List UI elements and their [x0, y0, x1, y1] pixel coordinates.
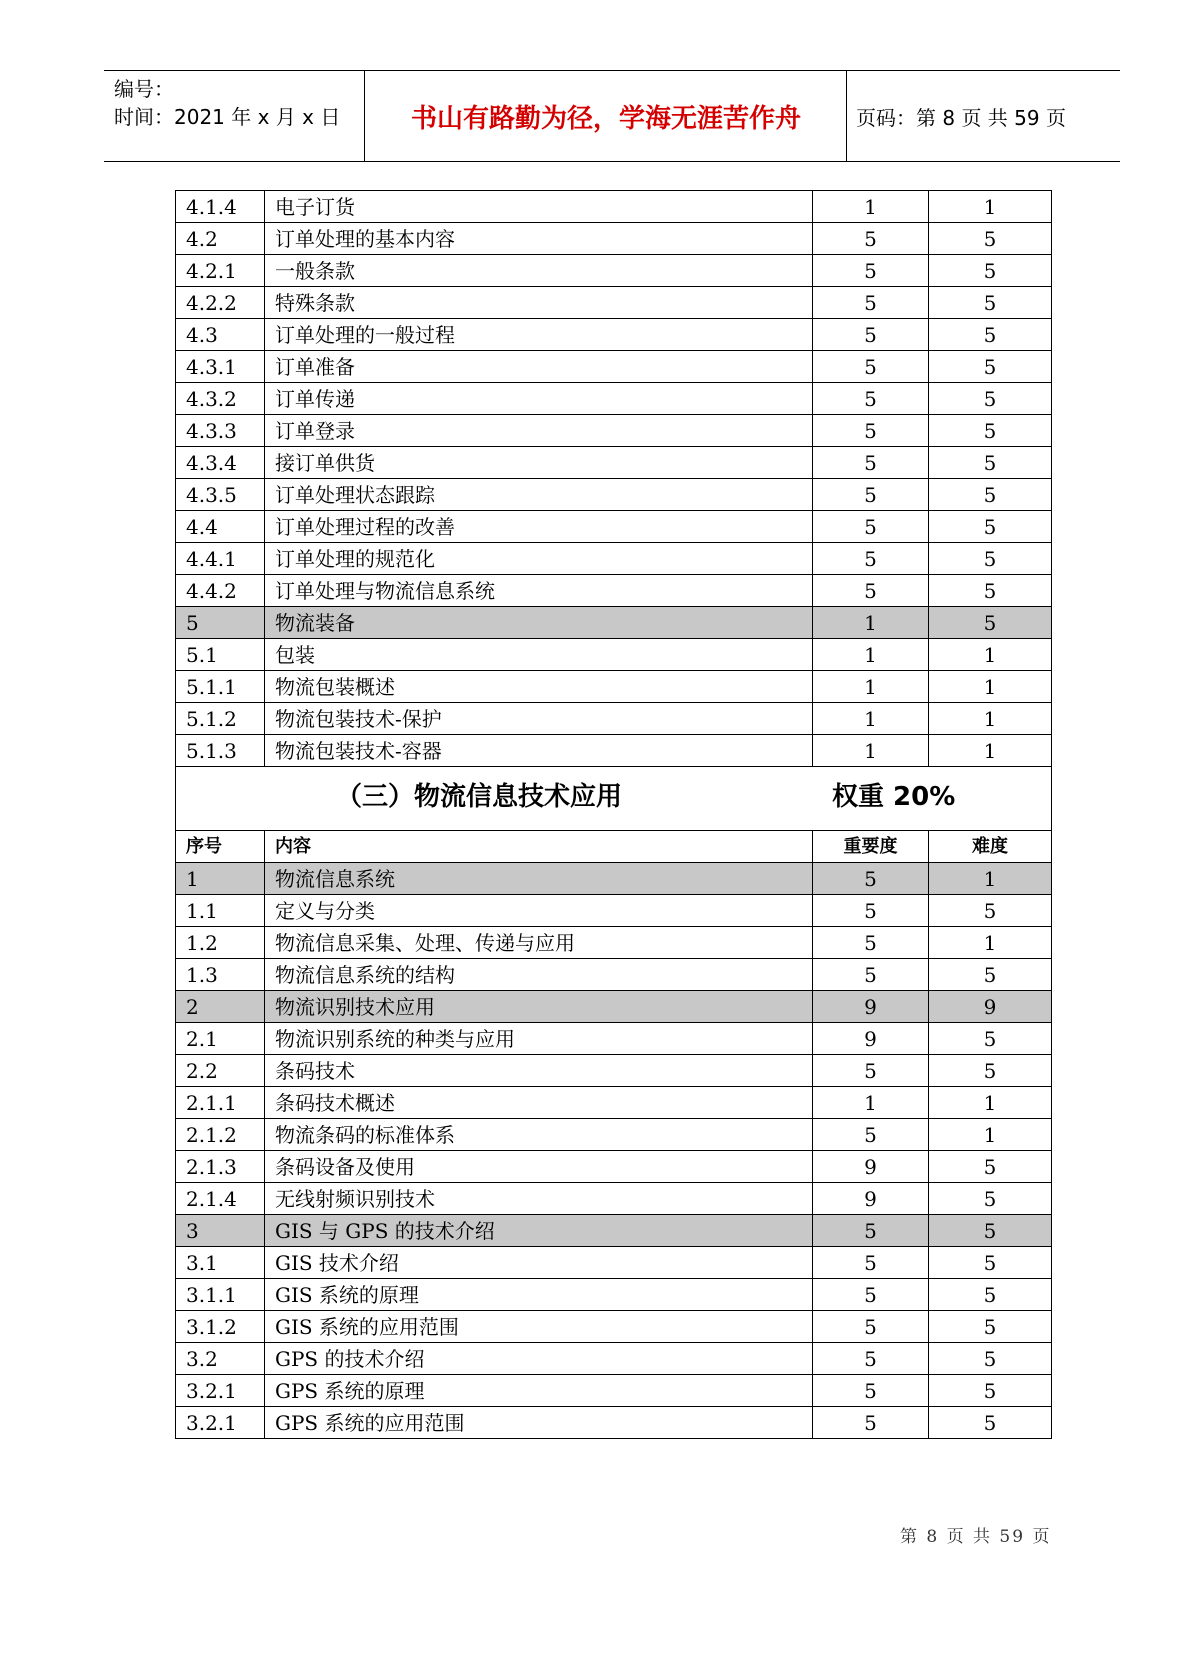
row-content: 订单登录	[265, 415, 813, 447]
row-code: 2.1.1	[176, 1087, 265, 1119]
row-difficulty: 5	[929, 1183, 1052, 1215]
section-heading-cell	[176, 767, 1052, 831]
syllabus-table	[175, 190, 1052, 1439]
syllabus-table-container	[175, 190, 1051, 1439]
row-content: 无线射频识别技术	[265, 1183, 813, 1215]
row-importance: 5	[813, 1215, 929, 1247]
row-code: 4.3.4	[176, 447, 265, 479]
table-row	[176, 895, 1052, 927]
row-importance: 5	[813, 959, 929, 991]
table-body-top	[176, 191, 1052, 767]
row-difficulty: 1	[929, 639, 1052, 671]
table-row	[176, 511, 1052, 543]
row-code: 4.1.4	[176, 191, 265, 223]
row-difficulty: 1	[929, 1119, 1052, 1151]
table-row	[176, 1151, 1052, 1183]
section-title: （三）物流信息技术应用	[336, 781, 623, 812]
row-code: 1	[176, 863, 265, 895]
table-row	[176, 1247, 1052, 1279]
table-row	[176, 543, 1052, 575]
row-difficulty: 9	[929, 991, 1052, 1023]
row-difficulty: 5	[929, 1151, 1052, 1183]
table-row	[176, 287, 1052, 319]
row-code: 4.3.3	[176, 415, 265, 447]
row-content: GIS 系统的原理	[265, 1279, 813, 1311]
row-importance: 5	[813, 319, 929, 351]
row-importance: 5	[813, 255, 929, 287]
column-header-code: 序号	[176, 831, 265, 863]
row-difficulty: 5	[929, 255, 1052, 287]
row-code: 5.1.2	[176, 703, 265, 735]
row-importance: 5	[813, 1119, 929, 1151]
row-code: 3	[176, 1215, 265, 1247]
row-importance: 1	[813, 735, 929, 767]
row-difficulty: 1	[929, 671, 1052, 703]
row-importance: 9	[813, 991, 929, 1023]
row-content: GIS 系统的应用范围	[265, 1311, 813, 1343]
table-row	[176, 1279, 1052, 1311]
row-importance: 5	[813, 575, 929, 607]
row-content: 一般条款	[265, 255, 813, 287]
row-importance: 5	[813, 287, 929, 319]
table-row	[176, 863, 1052, 895]
row-difficulty: 5	[929, 1279, 1052, 1311]
row-importance: 5	[813, 1407, 929, 1439]
row-importance: 9	[813, 1183, 929, 1215]
row-code: 5.1.3	[176, 735, 265, 767]
row-difficulty: 5	[929, 415, 1052, 447]
row-difficulty: 5	[929, 1375, 1052, 1407]
column-header-difficulty: 难度	[929, 831, 1052, 863]
row-code: 3.1.1	[176, 1279, 265, 1311]
row-importance: 5	[813, 543, 929, 575]
row-code: 1.2	[176, 927, 265, 959]
table-row	[176, 415, 1052, 447]
row-code: 3.1	[176, 1247, 265, 1279]
row-content: 条码技术概述	[265, 1087, 813, 1119]
table-row	[176, 607, 1052, 639]
row-difficulty: 5	[929, 895, 1052, 927]
section-heading-row	[176, 767, 1052, 831]
row-importance: 5	[813, 1247, 929, 1279]
row-difficulty: 5	[929, 223, 1052, 255]
table-row	[176, 1023, 1052, 1055]
row-content: 物流条码的标准体系	[265, 1119, 813, 1151]
row-code: 2.1.4	[176, 1183, 265, 1215]
column-header-importance: 重要度	[813, 831, 929, 863]
column-header-row	[176, 831, 1052, 863]
row-code: 4.4.1	[176, 543, 265, 575]
row-importance: 1	[813, 1087, 929, 1119]
row-content: 定义与分类	[265, 895, 813, 927]
row-code: 4.2	[176, 223, 265, 255]
row-content: 物流识别系统的种类与应用	[265, 1023, 813, 1055]
table-row	[176, 479, 1052, 511]
table-row	[176, 671, 1052, 703]
row-difficulty: 5	[929, 607, 1052, 639]
row-code: 5	[176, 607, 265, 639]
table-body-bottom	[176, 863, 1052, 1439]
row-content: 条码设备及使用	[265, 1151, 813, 1183]
header-motto: 书山有路勤为径，学海无涯苦作舟	[410, 103, 801, 134]
table-row	[176, 1055, 1052, 1087]
header-divider	[364, 71, 365, 161]
row-content: GPS 系统的原理	[265, 1375, 813, 1407]
row-difficulty: 5	[929, 1407, 1052, 1439]
row-code: 1.1	[176, 895, 265, 927]
section-weight: 权重 20%	[832, 781, 956, 812]
row-difficulty: 5	[929, 1311, 1052, 1343]
row-code: 3.2	[176, 1343, 265, 1375]
table-row	[176, 1119, 1052, 1151]
row-content: GIS 与 GPS 的技术介绍	[265, 1215, 813, 1247]
column-header-content: 内容	[265, 831, 813, 863]
table-row	[176, 703, 1052, 735]
row-difficulty: 5	[929, 1247, 1052, 1279]
row-code: 5.1.1	[176, 671, 265, 703]
row-code: 4.4	[176, 511, 265, 543]
row-content: 物流包装技术-保护	[265, 703, 813, 735]
row-importance: 5	[813, 927, 929, 959]
table-row	[176, 319, 1052, 351]
row-importance: 5	[813, 223, 929, 255]
row-code: 4.3.2	[176, 383, 265, 415]
row-content: 订单处理的基本内容	[265, 223, 813, 255]
row-content: 物流识别技术应用	[265, 991, 813, 1023]
row-code: 4.3.5	[176, 479, 265, 511]
row-difficulty: 1	[929, 703, 1052, 735]
row-importance: 1	[813, 671, 929, 703]
row-difficulty: 1	[929, 863, 1052, 895]
row-content: GIS 技术介绍	[265, 1247, 813, 1279]
row-difficulty: 5	[929, 1055, 1052, 1087]
row-importance: 5	[813, 895, 929, 927]
row-importance: 5	[813, 447, 929, 479]
row-importance: 5	[813, 351, 929, 383]
row-content: 接订单供货	[265, 447, 813, 479]
row-code: 2.1	[176, 1023, 265, 1055]
row-importance: 1	[813, 191, 929, 223]
table-row	[176, 1311, 1052, 1343]
table-row	[176, 1343, 1052, 1375]
row-content: GPS 系统的应用范围	[265, 1407, 813, 1439]
row-importance: 1	[813, 607, 929, 639]
row-content: 物流装备	[265, 607, 813, 639]
row-content: 订单处理状态跟踪	[265, 479, 813, 511]
page-header	[104, 70, 1120, 162]
row-importance: 9	[813, 1023, 929, 1055]
row-importance: 5	[813, 479, 929, 511]
row-code: 4.3	[176, 319, 265, 351]
row-difficulty: 5	[929, 447, 1052, 479]
table-row	[176, 447, 1052, 479]
table-row	[176, 383, 1052, 415]
row-content: 订单处理的规范化	[265, 543, 813, 575]
row-difficulty: 5	[929, 1215, 1052, 1247]
row-importance: 1	[813, 703, 929, 735]
row-difficulty: 5	[929, 543, 1052, 575]
row-code: 2	[176, 991, 265, 1023]
table-row	[176, 1215, 1052, 1247]
row-difficulty: 1	[929, 927, 1052, 959]
table-row	[176, 255, 1052, 287]
row-importance: 9	[813, 1151, 929, 1183]
row-code: 2.1.2	[176, 1119, 265, 1151]
row-difficulty: 1	[929, 191, 1052, 223]
row-code: 3.2.1	[176, 1375, 265, 1407]
row-content: 电子订货	[265, 191, 813, 223]
table-row	[176, 575, 1052, 607]
table-row	[176, 639, 1052, 671]
section-heading-body	[176, 767, 1052, 863]
row-importance: 5	[813, 1311, 929, 1343]
document-time-label: 时间：2021 年 x 月 x 日	[114, 105, 341, 129]
row-importance: 5	[813, 1279, 929, 1311]
document-number-label: 编号：	[114, 77, 174, 101]
row-difficulty: 5	[929, 575, 1052, 607]
row-content: 物流信息采集、处理、传递与应用	[265, 927, 813, 959]
row-content: GPS 的技术介绍	[265, 1343, 813, 1375]
row-difficulty: 5	[929, 959, 1052, 991]
row-content: 物流信息系统	[265, 863, 813, 895]
row-content: 订单处理过程的改善	[265, 511, 813, 543]
header-divider	[846, 71, 847, 161]
table-row	[176, 1183, 1052, 1215]
table-row	[176, 1087, 1052, 1119]
row-importance: 5	[813, 511, 929, 543]
row-content: 包装	[265, 639, 813, 671]
row-importance: 5	[813, 1375, 929, 1407]
row-code: 2.2	[176, 1055, 265, 1087]
row-difficulty: 5	[929, 1343, 1052, 1375]
row-code: 4.3.1	[176, 351, 265, 383]
row-difficulty: 5	[929, 511, 1052, 543]
row-code: 4.4.2	[176, 575, 265, 607]
header-meta	[114, 75, 340, 131]
table-row	[176, 959, 1052, 991]
row-content: 条码技术	[265, 1055, 813, 1087]
table-row	[176, 735, 1052, 767]
row-content: 物流包装技术-容器	[265, 735, 813, 767]
row-code: 1.3	[176, 959, 265, 991]
row-difficulty: 5	[929, 319, 1052, 351]
row-difficulty: 1	[929, 1087, 1052, 1119]
row-importance: 1	[813, 639, 929, 671]
row-code: 4.2.2	[176, 287, 265, 319]
table-row	[176, 927, 1052, 959]
row-difficulty: 5	[929, 383, 1052, 415]
row-content: 订单处理的一般过程	[265, 319, 813, 351]
row-code: 4.2.1	[176, 255, 265, 287]
row-code: 3.1.2	[176, 1311, 265, 1343]
row-content: 订单传递	[265, 383, 813, 415]
row-importance: 5	[813, 863, 929, 895]
row-difficulty: 5	[929, 1023, 1052, 1055]
row-importance: 5	[813, 1055, 929, 1087]
table-row	[176, 991, 1052, 1023]
header-page-number: 页码：第 8 页 共 59 页	[856, 105, 1066, 130]
table-row	[176, 191, 1052, 223]
table-row	[176, 1375, 1052, 1407]
row-importance: 5	[813, 1343, 929, 1375]
row-difficulty: 5	[929, 479, 1052, 511]
row-content: 订单处理与物流信息系统	[265, 575, 813, 607]
row-importance: 5	[813, 415, 929, 447]
page-footer: 第 8 页 共 59 页	[900, 1527, 1052, 1547]
table-row	[176, 223, 1052, 255]
row-code: 3.2.1	[176, 1407, 265, 1439]
row-difficulty: 5	[929, 287, 1052, 319]
row-content: 特殊条款	[265, 287, 813, 319]
row-content: 物流包装概述	[265, 671, 813, 703]
row-importance: 5	[813, 383, 929, 415]
row-difficulty: 1	[929, 735, 1052, 767]
table-row	[176, 1407, 1052, 1439]
row-difficulty: 5	[929, 351, 1052, 383]
row-code: 5.1	[176, 639, 265, 671]
row-content: 订单准备	[265, 351, 813, 383]
row-code: 2.1.3	[176, 1151, 265, 1183]
table-row	[176, 351, 1052, 383]
row-content: 物流信息系统的结构	[265, 959, 813, 991]
